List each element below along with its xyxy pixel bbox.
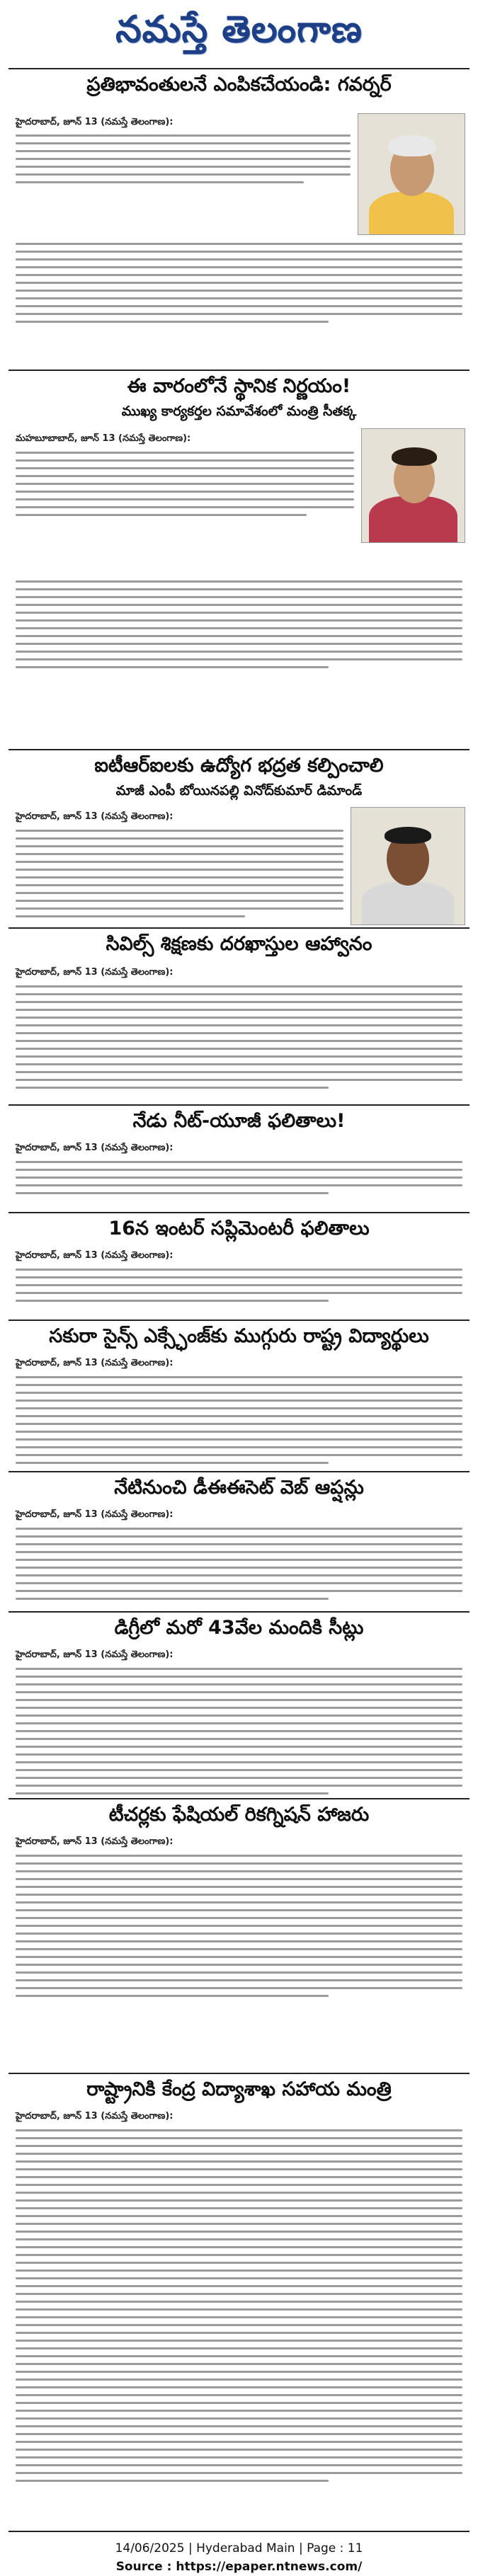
- headline: ప్రతిభావంతులనే ఎంపికచేయండి: గవర్నర్: [86, 74, 392, 96]
- story-union-minister: [0, 2078, 478, 2101]
- story-inter: [0, 1218, 478, 1240]
- divider: [8, 749, 470, 750]
- divider: [8, 1611, 470, 1613]
- article-body: [16, 1161, 462, 1200]
- divider: [8, 1798, 470, 1799]
- divider: [8, 68, 470, 69]
- dateline: హైదరాబాద్, జూన్ 13 (నమస్తే తెలంగాణ):: [16, 967, 173, 978]
- divider: [8, 927, 470, 929]
- vinod-kumar-photo: [351, 807, 465, 925]
- headline: నేటినుంచి డీఈఈసెట్ వెబ్ ఆప్షన్లు: [114, 1477, 364, 1499]
- article-body: [16, 1528, 462, 1605]
- article-body: [16, 1855, 462, 2003]
- masthead: [0, 0, 478, 68]
- article-body: [16, 1269, 462, 1307]
- footer: [0, 2541, 478, 2574]
- subhead: మాజీ ఎంపీ బోయినపల్లి వినోద్‌కుమార్ డిమాండ్: [115, 783, 363, 798]
- story-neet: [0, 1110, 478, 1133]
- article-body: [16, 580, 462, 674]
- subhead: ముఖ్య కార్యకర్తల సమావేశంలో మంత్రి సీతక్క: [121, 403, 357, 419]
- dateline: హైదరాబాద్, జూన్ 13 (నమస్తే తెలంగాణ):: [16, 1649, 173, 1660]
- headline: సకురా సైన్స్ ఎక్స్ఛేంజ్‌కు ముగ్గురు రాష్ట్ర విద్యార్థులు: [49, 1325, 429, 1347]
- dateline: హైదరాబాద్, జూన్ 13 (నమస్తే తెలంగాణ):: [16, 1358, 173, 1368]
- divider: [8, 1212, 470, 1213]
- governor-photo: [358, 113, 465, 235]
- dateline: మహబూబాబాద్, జూన్ 13 (నమస్తే తెలంగాణ):: [16, 433, 191, 444]
- dateline: హైదరాబాద్, జూన్ 13 (నమస్తే తెలంగాణ):: [16, 1509, 173, 1520]
- article-body: [16, 1376, 462, 1470]
- article-body: [16, 1668, 462, 1800]
- divider: [8, 1104, 470, 1106]
- divider: [8, 2073, 470, 2074]
- dateline: హైదరాబాద్, జూన్ 13 (నమస్తే తెలంగాణ):: [16, 1836, 173, 1847]
- article-body: [16, 134, 351, 189]
- story-itri: [0, 755, 478, 802]
- dateline: హైదరాబాద్, జూన్ 13 (నమస్తే తెలంగాణ):: [16, 1250, 173, 1261]
- divider: [8, 2531, 470, 2532]
- dateline: హైదరాబాద్, జూన్ 13 (నమస్తే తెలంగాణ):: [16, 811, 173, 822]
- story-local-decision: [0, 375, 478, 423]
- headline: టీచర్లకు ఫేషియల్ రికగ్నిషన్ హాజరు: [108, 1804, 370, 1826]
- edition-info: 14/06/2025 | Hyderabad Main | Page : 11: [115, 2541, 363, 2555]
- article-body: [16, 452, 354, 522]
- story-facial: [0, 1804, 478, 1826]
- masthead-title: నమస్తే తెలంగాణ: [115, 8, 363, 51]
- headline: రాష్ట్రానికి కేంద్ర విద్యాశాఖ సహాయ మంత్రి: [86, 2078, 392, 2100]
- headline: నేడు నీట్-యూజీ ఫలితాలు!: [132, 1110, 346, 1132]
- story-civils: [0, 933, 478, 956]
- dateline: హైదరాబాద్, జూన్ 13 (నమస్తే తెలంగాణ):: [16, 1143, 173, 1153]
- headline: డిగ్రీలో మరో 43వేల మందికి సీట్లు: [114, 1617, 364, 1639]
- article-body: [16, 243, 462, 328]
- divider: [8, 1471, 470, 1472]
- article-body: [16, 830, 343, 923]
- headline: ఈ వారంలోనే స్థానిక నిర్ణయం!: [127, 375, 351, 397]
- headline: సివిల్స్ శిక్షణకు దరఖాస్తుల ఆహ్వానం: [106, 933, 372, 955]
- article-body: [16, 2129, 462, 2488]
- story-deecet: [0, 1477, 478, 1499]
- source-link[interactable]: Source : https://epaper.ntnews.com/: [115, 2560, 363, 2574]
- story-degree: [0, 1617, 478, 1639]
- minister-photo: [361, 428, 465, 543]
- headline: 16న ఇంటర్ సప్లిమెంటరీ ఫలితాలు: [108, 1218, 370, 1240]
- divider: [8, 1320, 470, 1321]
- dateline: హైదరాబాద్, జూన్ 13 (నమస్తే తెలంగాణ):: [16, 2111, 173, 2122]
- dateline: హైదరాబాద్, జూన్ 13 (నమస్తే తెలంగాణ):: [16, 117, 173, 127]
- divider: [8, 370, 470, 371]
- story-governor: [0, 74, 478, 96]
- article-body: [16, 985, 462, 1094]
- story-sakura: [0, 1325, 478, 1348]
- headline: ఐటీఆర్ఐలకు ఉద్యోగ భద్రత కల్పించాలి: [94, 755, 384, 777]
